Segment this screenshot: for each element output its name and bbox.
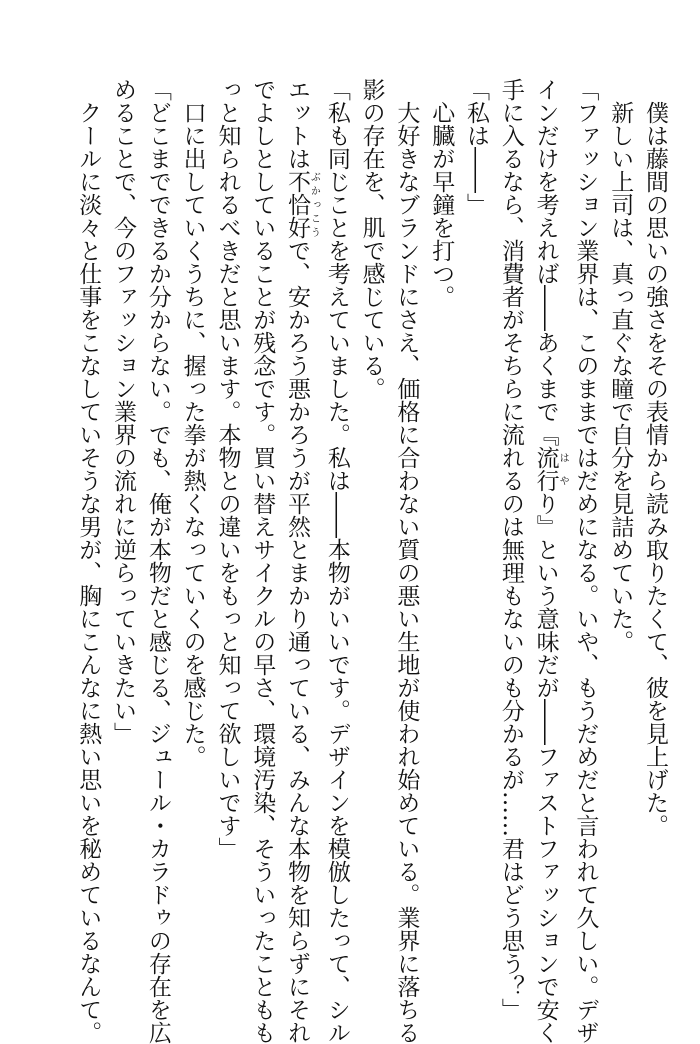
text-line: エットは不恰好ぶかっこうで、安かろう悪かろうが平然とまかり通っている、みんな本物を知らずにそれ xyxy=(284,78,320,1044)
text-line: 「どこまでできるか分からない。でも、俺が本物だと感じる、ジュール・カラドゥの存在を広 xyxy=(144,78,171,1044)
ruby-hayari: 流行はや xyxy=(532,446,569,492)
text-line: 大好きなブランドにさえ、価格に合わない質の悪い生地が使われ始めている。業界に落ちる xyxy=(393,101,420,1044)
text-line: 手に入るなら、消費者がそちらに流れるのは無理もないのも分かるが……君はどう思う？」 xyxy=(497,78,524,1021)
text-line: 影の存在を、肌で感じている。 xyxy=(358,78,385,400)
text-line: 「私も同じことを考えていました。私は――本物がいいです。デザインを模倣したって、シル xyxy=(323,78,350,1044)
text-line: 「ファッション業界は、このままではだめになる。いや、もうだめだと言われて久しい。デザ xyxy=(572,78,599,1044)
text-line: 口に出していくうちに、握った拳が熱くなっていくのを感じた。 xyxy=(179,101,206,768)
ruby-bukakkou: 不恰好ぶかっこう xyxy=(284,170,320,239)
text-line: 心臓が早鐘を打つ。 xyxy=(428,101,455,308)
text-line: 新しい上司は、真っ直ぐな瞳で自分を見詰めていた。 xyxy=(607,101,634,653)
text-line: クールに淡々と仕事をこなしていそうな男が、胸にこんなに熱い思いを秘めているなんて。 xyxy=(75,101,102,1044)
text-line: 「私は――」 xyxy=(463,78,490,216)
text-line: インだけを考えれば――あくまで『流行はやり』という意味だが――ファストファッションで安く xyxy=(532,78,569,1044)
ruby-reading: はや xyxy=(557,446,569,492)
text-line: でよしとしていることが残念です。買い替えサイクルの早さ、環境汚染、そういったこともも xyxy=(249,78,276,1044)
text-line: めることで、今のファッション業界の流れに逆らっていきたい」 xyxy=(110,78,137,745)
text-line: 僕は藤間の思いの強さをその表情から読み取りたくて、彼を見上げた。 xyxy=(642,101,668,837)
ruby-reading: ぶかっこう xyxy=(308,170,320,239)
vertical-text-block xyxy=(70,78,672,1044)
text-line: っと知られるべきだと思います。本物との違いをもっと知って欲しいです」 xyxy=(214,78,241,860)
